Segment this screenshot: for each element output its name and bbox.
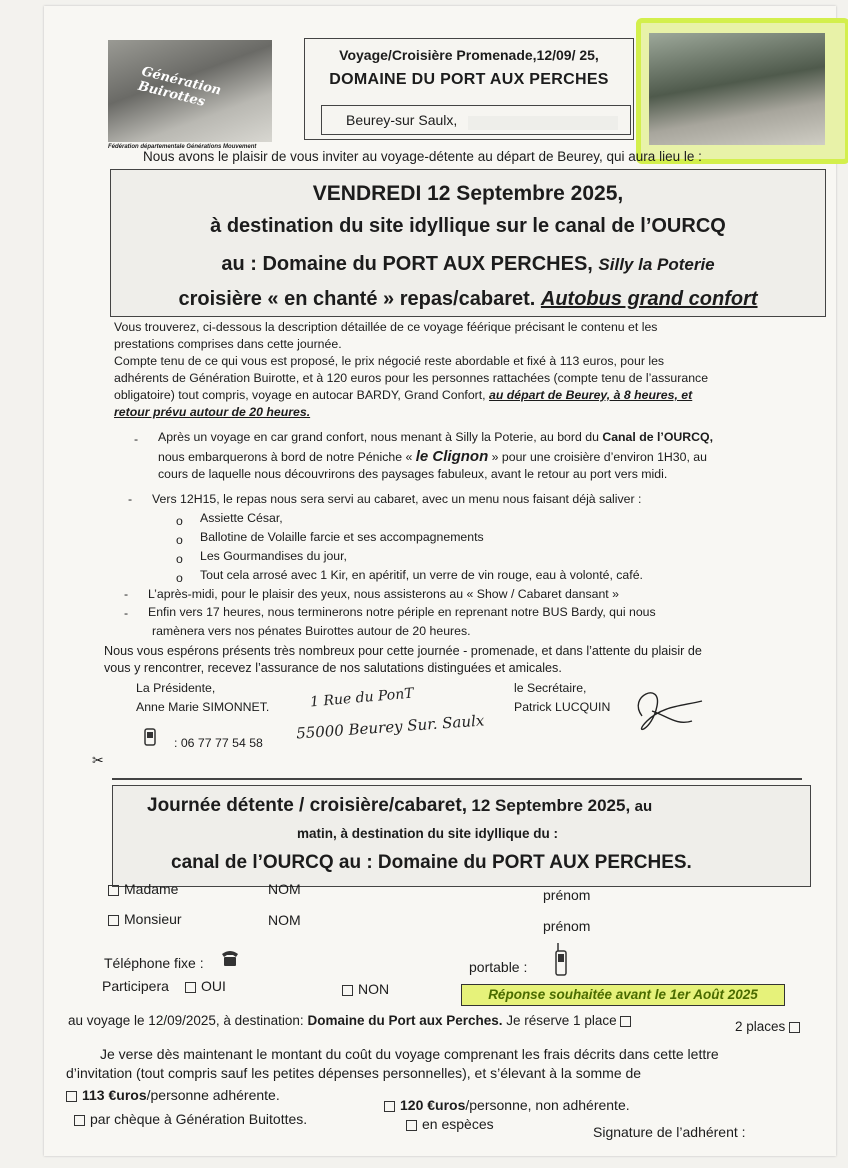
registration-date: 12 Septembre 2025, [471, 796, 631, 815]
scissors-icon: ✂ [92, 752, 104, 768]
bullet-cruise [158, 429, 713, 483]
prenom-label-1: prénom [543, 887, 591, 903]
body-line [114, 387, 708, 404]
body-line [158, 448, 713, 466]
header-location-box [321, 105, 631, 135]
body-line: ramènera vers nos pénates Buirottes autour de 20 heures. [152, 624, 471, 638]
voyage-line [68, 1013, 636, 1028]
registration-title-end: au [634, 798, 653, 815]
price-non-adherent-amount: 120 €uros [400, 1097, 466, 1113]
body-text-span: nous embarquerons à bord de notre Péniche « [158, 450, 413, 464]
event-program-line [111, 288, 825, 311]
portable-label: portable : [469, 959, 528, 975]
logo-text: Génération Buirottes [136, 64, 223, 110]
price-adherent-option[interactable] [66, 1087, 280, 1103]
especes-option[interactable] [406, 1116, 494, 1132]
boat-name: le Clignon [415, 448, 489, 465]
one-place-label: Je réserve 1 place [506, 1013, 617, 1028]
voyage-date-text: au voyage le 12/09/2025, à destination: [68, 1013, 304, 1028]
handwritten-address-1: 1 Rue du PonT [309, 685, 415, 711]
registration-subtitle: matin, à destination du site idyllique du : [297, 826, 559, 841]
menu-item-1: Assiette César, [200, 511, 283, 525]
menu-item-4: Tout cela arrosé avec 1 Kir, en apéritif, un verre de vin rouge, eau à volonté, café. [200, 568, 643, 582]
payment-line: Je verse dès maintenant le montant du coût du voyage comprenant les frais décrits dans cette lettre [100, 1046, 719, 1062]
non-option[interactable] [342, 981, 389, 997]
price-non-adherent-checkbox[interactable] [384, 1101, 395, 1112]
registration-title-line [147, 795, 652, 817]
price-non-adherent-option[interactable] [384, 1097, 630, 1113]
madame-checkbox[interactable] [108, 885, 119, 896]
price-adherent-checkbox[interactable] [66, 1091, 77, 1102]
cheque-checkbox[interactable] [74, 1115, 85, 1126]
event-date: VENDREDI 12 Septembre 2025, [312, 182, 624, 205]
body-line: Nous vous espérons présents très nombreux pour cette journée - promenade, et dans l’attente du plaisir de [104, 644, 702, 658]
registration-title: Journée détente / croisière/cabaret, [147, 795, 467, 816]
phone-icon [144, 728, 156, 746]
phone-number: : 06 77 77 54 58 [174, 736, 263, 750]
body-line [158, 429, 713, 446]
especes-checkbox[interactable] [406, 1120, 417, 1131]
event-box [110, 169, 826, 317]
one-place-checkbox[interactable] [620, 1016, 631, 1027]
redacted-scribble [468, 116, 618, 130]
monsieur-label: Monsieur [124, 911, 182, 927]
body-text-span: obligatoire) tout compris, voyage en autocar BARDY, Grand Confort, [114, 388, 486, 402]
bullet-return [148, 604, 656, 640]
body-line [114, 404, 708, 421]
oui-checkbox[interactable] [185, 982, 196, 993]
oui-label: OUI [201, 978, 226, 994]
bullet-dash: - [134, 432, 139, 446]
madame-option[interactable] [108, 881, 178, 897]
secretary-title: le Secrétaire, [514, 681, 587, 695]
body-line: vous y rencontrer, recevez l’assurance de nos salutations distinguées et amicales. [104, 661, 562, 675]
bullet-show: L’après-midi, pour le plaisir des yeux, nous assisterons au « Show / Cabaret dansant » [148, 587, 619, 601]
cheque-option[interactable] [74, 1111, 307, 1127]
nom-label-2: NOM [268, 912, 301, 928]
two-places-checkbox[interactable] [789, 1022, 800, 1033]
body-line: Compte tenu de ce qui vous est proposé, le prix négocié reste abordable et fixé à 113 euros, pour les [114, 354, 665, 368]
madame-label: Madame [124, 881, 179, 897]
boat-photo [649, 33, 825, 145]
bullet-dash: - [124, 587, 129, 601]
event-domain-line [111, 253, 825, 276]
president-title: La Présidente, [136, 681, 216, 695]
registration-header-box [112, 785, 811, 887]
price-non-adherent-label: /personne, non adhérente. [465, 1097, 630, 1113]
header-title-line2: DOMAINE DU PORT AUX PERCHES [329, 71, 609, 88]
two-places-option[interactable] [735, 1019, 805, 1034]
menu-bullet: o [176, 552, 183, 566]
signature-scribble [622, 676, 712, 746]
cheque-label: par chèque à Génération Buitottes. [90, 1111, 308, 1127]
menu-bullet: o [176, 533, 183, 547]
body-line: prestations comprises dans cette journée. [114, 337, 342, 351]
canal-name: Canal de l’OURCQ, [602, 430, 714, 444]
monsieur-option[interactable] [108, 911, 182, 927]
logo-photo [108, 40, 272, 142]
registration-destination: canal de l’OURCQ au : Domaine du PORT AUX PERCHES. [171, 852, 692, 873]
event-domain: au : Domaine du PORT AUX PERCHES, [221, 253, 593, 275]
menu-bullet: o [176, 514, 183, 528]
bullet-dash: - [124, 606, 129, 620]
menu-item-2: Ballotine de Volaille farcie et ses accompagnements [200, 530, 484, 544]
intro-text: Nous avons le plaisir de vous inviter au voyage-détente au départ de Beurey, qui aura lieu le : [143, 149, 702, 164]
body-line: Enfin vers 17 heures, nous terminerons notre périple en reprenant notre BUS Bardy, qui nous [148, 605, 656, 619]
price-adherent-amount: 113 €uros [82, 1087, 147, 1103]
bullet-dash: - [128, 492, 133, 506]
header-title-line1: Voyage/Croisière Promenade,12/09/ 25, [339, 47, 599, 63]
mobile-phone-icon [554, 943, 568, 977]
non-label: NON [358, 981, 390, 997]
event-bus: Autobus grand confort [540, 288, 758, 310]
especes-label: en espèces [422, 1116, 494, 1132]
event-destination: à destination du site idyllique sur le canal de l’OURCQ [210, 215, 726, 237]
event-program: croisière « en chanté » repas/cabaret. [178, 288, 536, 310]
event-town: Silly la Poterie [598, 255, 715, 274]
price-adherent-label: /personne adhérente. [146, 1087, 280, 1103]
closing-paragraph [104, 643, 702, 677]
bullet-lunch: Vers 12H15, le repas nous sera servi au cabaret, avec un menu nous faisant déjà saliver : [152, 492, 642, 506]
non-checkbox[interactable] [342, 985, 353, 996]
body-text-span: » pour une croisière d’environ 1H30, au [491, 450, 707, 464]
menu-bullet: o [176, 571, 183, 585]
participera-label: Participera [102, 978, 169, 994]
response-deadline: Réponse souhaitée avant le 1er Août 2025 [461, 984, 785, 1006]
boat-photo-frame [636, 18, 848, 164]
header-location: Beurey-sur Saulx, [346, 112, 458, 128]
monsieur-checkbox[interactable] [108, 915, 119, 926]
body-text-span: Après un voyage en car grand confort, nous menant à Silly la Poterie, au bord du [158, 430, 599, 444]
menu-item-3: Les Gourmandises du jour, [200, 549, 347, 563]
departure-time: au départ de Beurey, à 8 heures, et [489, 388, 693, 402]
logo-caption: Fédération départementale Générations Mouvement [108, 144, 257, 150]
telephone-icon [220, 949, 240, 967]
prenom-label-2: prénom [543, 918, 591, 934]
payment-line: d’invitation (tout compris sauf les petites dépenses personnelles), et s’élevant à la somme de [66, 1065, 642, 1081]
body-line: adhérents de Génération Buirotte, et à 120 euros pour les personnes rattachées (compte tenu de l’assurance [114, 371, 709, 385]
secretary-name: Patrick LUCQUIN [514, 700, 611, 714]
body-line: cours de laquelle nous découvrirons des paysages fabuleux, avant le retour au port vers midi. [158, 467, 668, 481]
body-line: Vous trouverez, ci-dessous la description détaillée de ce voyage féérique précisant le contenu et les [114, 320, 658, 334]
voyage-destination: Domaine du Port aux Perches. [307, 1013, 503, 1028]
payment-paragraph [66, 1045, 719, 1083]
body-paragraph-1 [114, 319, 708, 421]
signature-label: Signature de l’adhérent : [593, 1124, 746, 1140]
handwritten-address-2: 55000 Beurey Sur. Saulx [295, 711, 485, 743]
president-name: Anne Marie SIMONNET. [136, 700, 270, 714]
tel-fixe-label: Téléphone fixe : [104, 955, 204, 971]
return-time: retour prévu autour de 20 heures. [114, 405, 311, 419]
nom-label-1: NOM [268, 881, 301, 897]
header-box [304, 38, 634, 140]
oui-option[interactable] [185, 978, 226, 994]
cut-line [112, 778, 802, 780]
two-places-label: 2 places [735, 1019, 786, 1034]
